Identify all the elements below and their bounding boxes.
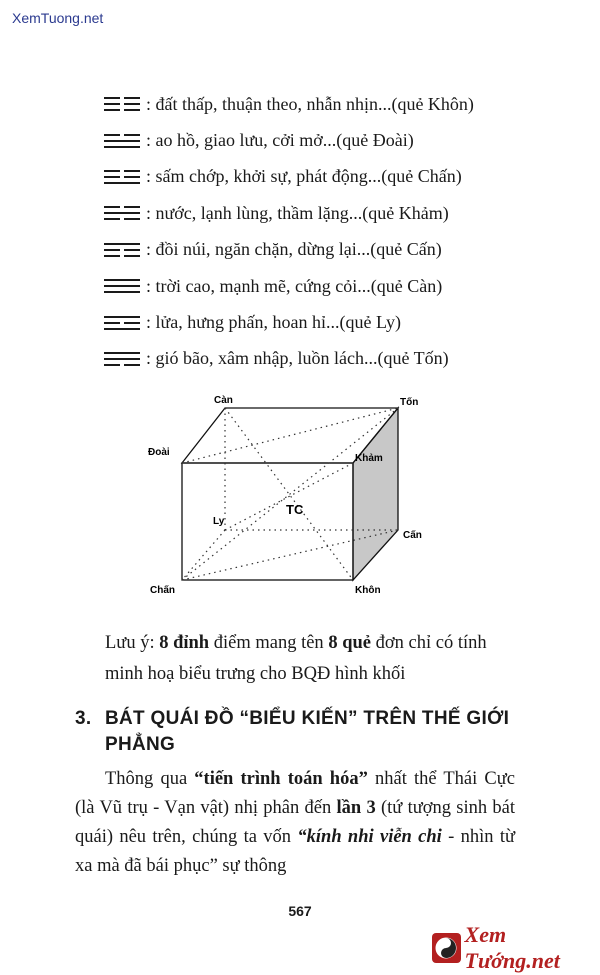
can-heaven-trigram-icon <box>104 279 140 293</box>
trigram-row <box>104 86 534 122</box>
trigram-list <box>104 86 534 377</box>
cube-label-kham: Khảm <box>355 453 383 464</box>
cube-label-ton: Tốn <box>400 397 419 408</box>
cube-svg <box>140 385 440 600</box>
bat-quai-cube-diagram <box>140 385 440 600</box>
trigram-row <box>104 232 534 268</box>
note-paragraph: Lưu ý: 8 đỉnh điểm mang tên 8 quẻ đơn chỉ có tính minh hoạ biểu trưng cho BQĐ hình khối <box>105 633 487 684</box>
section-title-line2: PHẲNG <box>105 734 176 755</box>
section-number: 3. <box>75 708 92 729</box>
ly-trigram-icon <box>104 316 140 330</box>
cube-label-can-top: Càn <box>214 395 233 406</box>
trigram-row <box>104 195 534 231</box>
trigram-description: : sấm chớp, khởi sự, phát động...(quẻ Chấn) <box>146 166 462 187</box>
trigram-description: : đất thấp, thuận theo, nhẫn nhịn...(quẻ Khôn) <box>146 93 474 114</box>
doai-trigram-icon <box>104 134 140 148</box>
trigram-row <box>104 304 534 340</box>
ton-trigram-icon <box>104 352 140 366</box>
page-number: 567 <box>288 903 312 919</box>
section-title-line1: BÁT QUÁI ĐỒ “BIỂU KIẾN” TRÊN THẾ GIỚI <box>105 708 510 729</box>
trigram-description: : đồi núi, ngăn chặn, dừng lại...(quẻ Cấn) <box>146 239 442 260</box>
cube-label-khon: Khôn <box>355 585 381 596</box>
cube-right-face <box>353 408 398 580</box>
cube-label-doai: Đoài <box>148 447 170 458</box>
trigram-row <box>104 268 534 304</box>
trigram-row <box>104 122 534 158</box>
site-tag[interactable]: XemTuong.net <box>12 10 104 26</box>
trigram-description: : ao hồ, giao lưu, cởi mở...(quẻ Đoài) <box>146 130 414 151</box>
can-mountain-trigram-icon <box>104 243 140 257</box>
cube-label-ly: Ly <box>213 516 225 527</box>
trigram-description: : gió bão, xâm nhập, luồn lách...(quẻ Tốn) <box>146 348 449 369</box>
cube-label-can-right: Cấn <box>403 530 422 541</box>
chan-trigram-icon <box>104 170 140 184</box>
section-heading <box>75 706 525 758</box>
watermark-text: Xem Tướng.net <box>464 922 560 973</box>
trigram-row <box>104 159 534 195</box>
trigram-description: : lửa, hưng phấn, hoan hỉ...(quẻ Ly) <box>146 312 401 333</box>
trigram-row <box>104 341 534 377</box>
cube-front-face <box>182 463 353 580</box>
yin-yang-icon <box>432 933 461 963</box>
watermark <box>432 922 600 974</box>
trigram-description: : nước, lạnh lùng, thầm lặng...(quẻ Khảm) <box>146 202 449 223</box>
khon-trigram-icon <box>104 97 140 111</box>
trigram-description: : trời cao, mạnh mẽ, cứng cỏi...(quẻ Càn) <box>146 275 443 296</box>
body-paragraph: Thông qua “tiến trình toán hóa” nhất thể Thái Cực (là Vũ trụ - Vạn vật) nhị phân đến lần 3 (tứ tượng sinh bát quái) nêu trên, chúng ta vốn “kính nhi viễn chi - nhìn từ xa mà đã bái phục” sự thông <box>75 769 516 876</box>
kham-trigram-icon <box>104 206 140 220</box>
cube-label-chan: Chấn <box>150 585 175 596</box>
cube-label-tc: TC <box>286 502 304 517</box>
